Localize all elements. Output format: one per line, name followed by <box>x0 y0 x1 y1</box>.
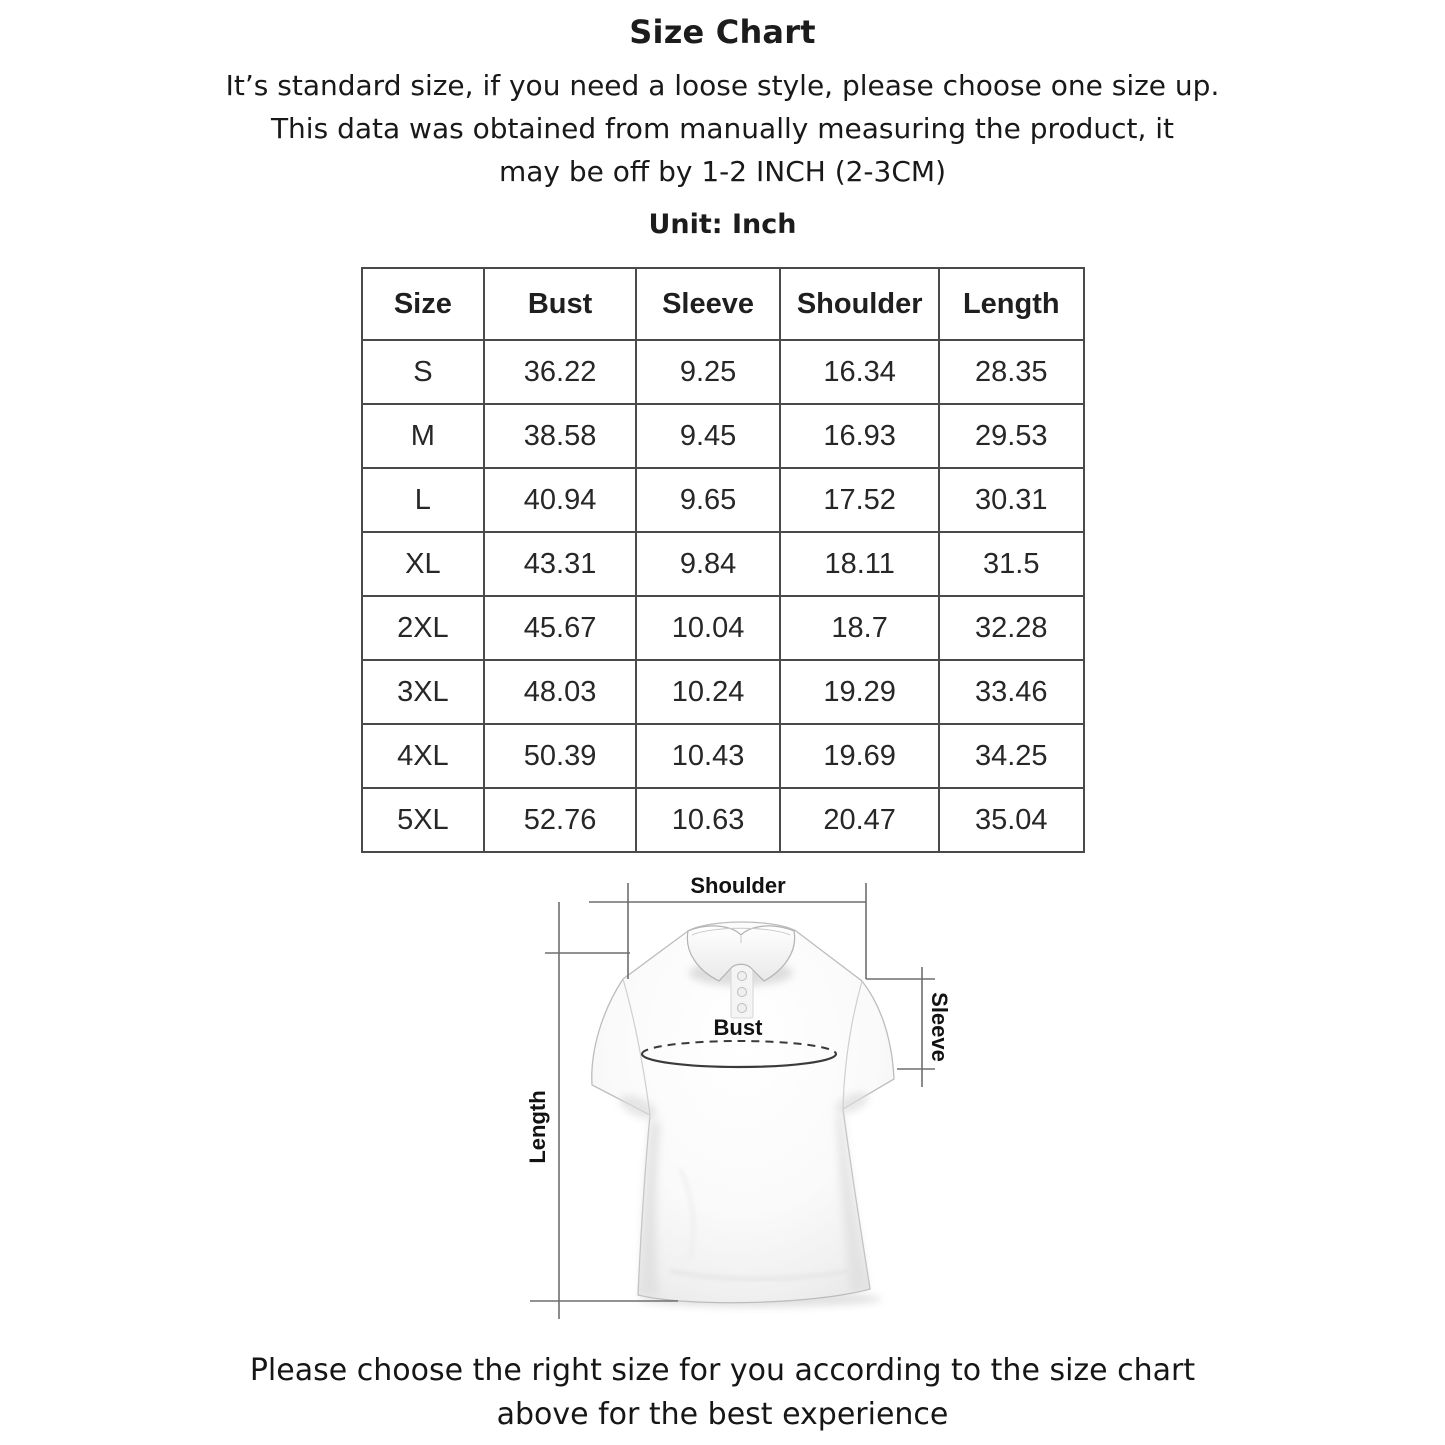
bust-measure-label: Bust <box>713 1015 763 1040</box>
polo-shirt-diagram <box>520 869 960 1349</box>
size-cell: 19.29 <box>780 660 939 724</box>
size-cell: 30.31 <box>939 468 1083 532</box>
description-line-3: may be off by 1-2 INCH (2-3CM) <box>498 155 946 188</box>
size-cell: 9.65 <box>636 468 780 532</box>
description <box>0 64 1445 193</box>
size-table <box>361 267 1085 853</box>
size-table-header-row <box>362 268 1084 340</box>
column-header-bust: Bust <box>484 268 636 340</box>
size-cell: 50.39 <box>484 724 636 788</box>
size-table-body <box>362 340 1084 852</box>
description-line-1: It’s standard size, if you need a loose style, please choose one size up. <box>225 69 1220 102</box>
description-line-2: This data was obtained from manually measuring the product, it <box>270 112 1175 145</box>
size-cell: 9.84 <box>636 532 780 596</box>
size-cell: 43.31 <box>484 532 636 596</box>
size-cell: 17.52 <box>780 468 939 532</box>
size-cell: 31.5 <box>939 532 1083 596</box>
footer-line-2: above for the best experience <box>496 1397 949 1432</box>
size-cell: L <box>362 468 485 532</box>
size-cell: 10.24 <box>636 660 780 724</box>
column-header-size: Size <box>362 268 485 340</box>
unit-label: Unit: Inch <box>648 209 797 240</box>
column-header-sleeve: Sleeve <box>636 268 780 340</box>
size-cell: 16.93 <box>780 404 939 468</box>
size-cell: 38.58 <box>484 404 636 468</box>
size-row-s <box>362 340 1084 404</box>
shoulder-measure-label: Shoulder <box>690 873 786 898</box>
size-cell: 9.45 <box>636 404 780 468</box>
size-cell: 33.46 <box>939 660 1083 724</box>
size-row-l <box>362 468 1084 532</box>
size-row-m <box>362 404 1084 468</box>
size-cell: 3XL <box>362 660 485 724</box>
size-cell: 28.35 <box>939 340 1083 404</box>
size-cell: 29.53 <box>939 404 1083 468</box>
size-cell: 18.11 <box>780 532 939 596</box>
size-cell: 10.63 <box>636 788 780 852</box>
size-cell: M <box>362 404 485 468</box>
size-cell: 5XL <box>362 788 485 852</box>
size-cell: 16.34 <box>780 340 939 404</box>
size-row-3xl <box>362 660 1084 724</box>
size-cell: 48.03 <box>484 660 636 724</box>
size-cell: XL <box>362 532 485 596</box>
size-cell: 34.25 <box>939 724 1083 788</box>
size-cell: 45.67 <box>484 596 636 660</box>
length-measure-label: Length <box>525 1090 550 1164</box>
size-cell: 9.25 <box>636 340 780 404</box>
size-row-2xl <box>362 596 1084 660</box>
size-cell: 52.76 <box>484 788 636 852</box>
size-cell: 40.94 <box>484 468 636 532</box>
size-cell: 18.7 <box>780 596 939 660</box>
size-cell: S <box>362 340 485 404</box>
size-cell: 19.69 <box>780 724 939 788</box>
size-cell: 10.43 <box>636 724 780 788</box>
column-header-shoulder: Shoulder <box>780 268 939 340</box>
size-cell: 4XL <box>362 724 485 788</box>
size-cell: 35.04 <box>939 788 1083 852</box>
column-header-length: Length <box>939 268 1083 340</box>
size-cell: 20.47 <box>780 788 939 852</box>
size-cell: 2XL <box>362 596 485 660</box>
size-cell: 10.04 <box>636 596 780 660</box>
footer-line-1: Please choose the right size for you according to the size chart <box>249 1353 1196 1388</box>
page-title: Size Chart <box>629 13 816 51</box>
placket <box>731 964 753 1018</box>
size-row-5xl <box>362 788 1084 852</box>
size-row-4xl <box>362 724 1084 788</box>
size-cell: 36.22 <box>484 340 636 404</box>
size-cell: 32.28 <box>939 596 1083 660</box>
polo-shirt-illustration <box>592 922 894 1303</box>
measurement-diagram <box>520 869 960 1349</box>
footer-note <box>0 1349 1445 1437</box>
sleeve-measure-label: Sleeve <box>927 992 952 1062</box>
size-row-xl <box>362 532 1084 596</box>
